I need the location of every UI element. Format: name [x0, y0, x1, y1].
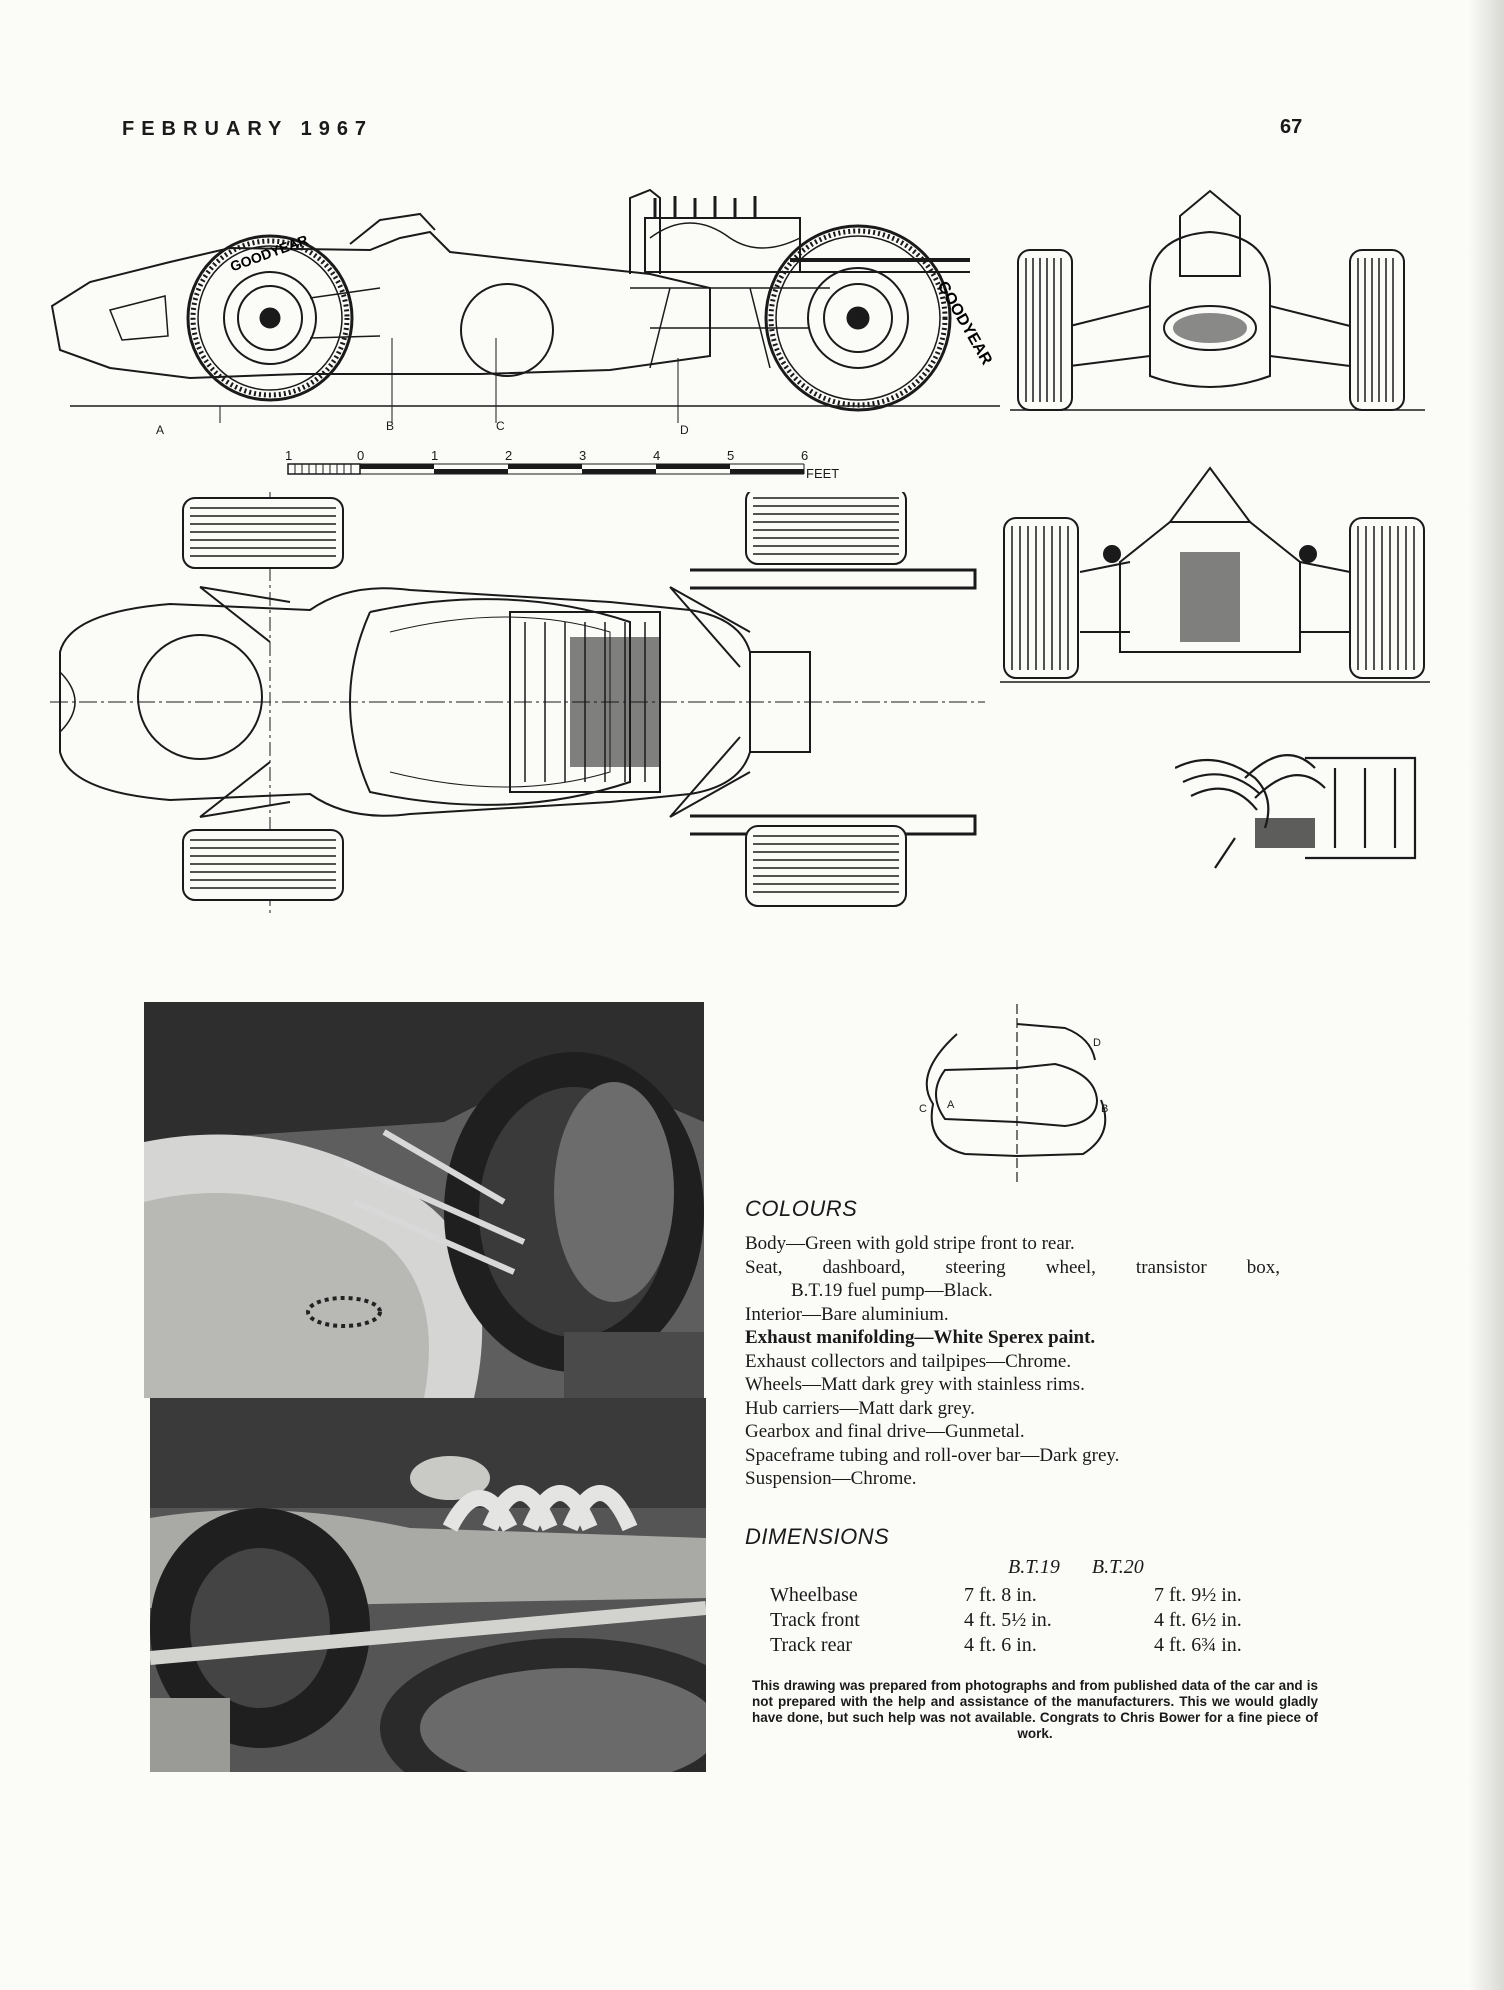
scale-number: 1: [285, 448, 293, 463]
colours-list: [745, 1232, 1280, 1491]
colour-line: B.T.19 fuel pump—Black.: [791, 1280, 993, 1301]
colour-line: Exhaust collectors and tailpipes—Chrome.: [745, 1350, 1072, 1372]
dimensions-heading: DIMENSIONS: [745, 1524, 890, 1549]
section-mark-d: D: [680, 423, 689, 437]
bt19-value: 4 ft. 5½ in.: [964, 1609, 1052, 1631]
plan-view-drawing: [50, 492, 990, 922]
front-view-drawing: [1000, 176, 1430, 416]
colour-line: Hub carriers—Matt dark grey.: [745, 1397, 975, 1419]
side-elevation-drawing: [50, 178, 1010, 478]
dimensions-table: [770, 1556, 1300, 1658]
bt20-value: 4 ft. 6½ in.: [1154, 1609, 1242, 1631]
bt20-value: 4 ft. 6¾ in.: [1154, 1634, 1242, 1656]
drawing-credit-note: This drawing was prepared from photographs and from published data of the car and is not prepared with the help and assistance of the manufacturers. This we would gladly have done, but such help was not available. Congrats to Chris Bower for a fine piece of work.: [752, 1678, 1318, 1741]
colours-heading: COLOURS: [745, 1196, 858, 1221]
scale-number: 0: [357, 448, 365, 463]
cross-section-mark-a: A: [947, 1099, 955, 1111]
cross-section-mark-c: C: [919, 1103, 927, 1115]
section-mark-a: A: [156, 423, 165, 437]
section-mark-b: B: [386, 419, 395, 433]
bt19-value: 7 ft. 8 in.: [964, 1584, 1037, 1606]
colour-line: Wheels—Matt dark grey with stainless rims.: [745, 1374, 1085, 1395]
row-label: Track front: [770, 1609, 860, 1631]
scale-number: 5: [727, 448, 735, 463]
section-mark-c: C: [496, 419, 505, 433]
page-edge-shadow: [1468, 0, 1504, 1990]
scale-bar: [285, 446, 865, 482]
column-header: B.T.19: [1008, 1556, 1060, 1578]
exhaust-detail-drawing: [1175, 738, 1435, 878]
scale-number: 1: [431, 448, 439, 463]
colour-line: Gearbox and final drive—Gunmetal.: [745, 1421, 1025, 1442]
rear-tyre-text: GOODYEAR: [933, 278, 996, 368]
table-row: [770, 1583, 1242, 1608]
colour-line: Interior—Bare aluminium.: [745, 1303, 949, 1325]
colour-line: Spaceframe tubing and roll-over bar—Dark grey.: [745, 1444, 1120, 1466]
issue-date: FEBRUARY 1967: [122, 118, 374, 140]
scale-number: 4: [653, 448, 661, 463]
colour-line: Suspension—Chrome.: [745, 1468, 917, 1489]
scale-number: 6: [801, 448, 809, 463]
row-label: Wheelbase: [770, 1584, 858, 1606]
column-header: B.T.20: [1091, 1556, 1144, 1578]
colour-line: Body—Green with gold stripe front to rear.: [745, 1233, 1075, 1254]
cross-section-mark-d: D: [1093, 1037, 1101, 1049]
table-row: [770, 1608, 1242, 1633]
bt19-value: 4 ft. 6 in.: [964, 1634, 1037, 1656]
engine-bay-photo: [150, 1398, 706, 1772]
rear-view-drawing: [1000, 462, 1430, 692]
colour-line: Seat, dashboard, steering wheel, transistor box,: [745, 1256, 1280, 1278]
page-number: 67: [1280, 116, 1303, 138]
scale-number: 2: [505, 448, 513, 463]
scale-number: 3: [579, 448, 587, 463]
scale-unit: FEET: [806, 466, 840, 481]
front-tyre-text: GOODYEAR: [227, 231, 311, 275]
cross-section-mark-b: B: [1101, 1103, 1109, 1115]
bt20-value: 7 ft. 9½ in.: [1154, 1584, 1242, 1606]
table-row: [770, 1633, 1242, 1658]
row-label: Track rear: [770, 1634, 853, 1656]
cross-section-drawing: [905, 1004, 1135, 1184]
front-suspension-photo: [144, 1002, 704, 1398]
colour-line: Exhaust manifolding—White Sperex paint.: [745, 1327, 1096, 1348]
